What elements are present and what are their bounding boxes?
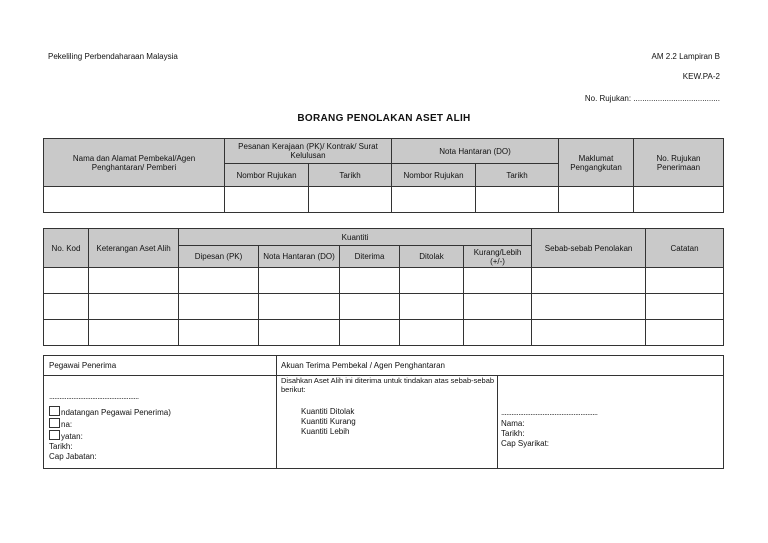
subheader-tarikh: Tarikh (309, 164, 392, 187)
checkbox[interactable] (49, 418, 60, 428)
circular-name: Pekeliling Perbendaharaan Malaysia (48, 52, 178, 61)
form-title: BORANG PENOLAKAN ASET ALIH (297, 113, 471, 124)
divider (276, 356, 277, 468)
supplier-date-field[interactable]: Tarikh: (501, 429, 525, 438)
supplier-ack-label: Akuan Terima Pembekal / Agen Penghantaran (281, 361, 445, 370)
appendix-ref: AM 2.2 Lampiran B (651, 52, 720, 61)
signature-line: .................................................... (49, 392, 139, 401)
company-stamp-field[interactable]: Cap Syarikat: (501, 439, 550, 448)
reason-list (301, 407, 356, 437)
input-cell[interactable] (340, 268, 400, 294)
input-cell[interactable] (259, 294, 340, 320)
input-cell[interactable] (340, 320, 400, 346)
option-ditolak[interactable]: Kuantiti Ditolak (301, 407, 355, 416)
input-cell[interactable] (634, 187, 724, 213)
input-cell[interactable] (476, 187, 559, 213)
input-cell[interactable] (392, 187, 476, 213)
input-cell[interactable] (646, 268, 724, 294)
divider (497, 375, 498, 468)
table-row (44, 294, 724, 320)
input-cell[interactable] (259, 320, 340, 346)
subheader-dipesan: Dipesan (PK) (179, 246, 259, 268)
input-cell[interactable] (400, 268, 464, 294)
header-maklumat: Maklumat Pengangkutan (559, 139, 634, 187)
signature-caption: ndatangan Pegawai Penerima) (61, 408, 171, 417)
date-field[interactable]: Tarikh: (49, 442, 73, 451)
input-cell[interactable] (464, 294, 532, 320)
subheader-nombor-rujukan: Nombor Rujukan (392, 164, 476, 187)
subheader-ditolak: Ditolak (400, 246, 464, 268)
supplier-table (43, 138, 724, 213)
header-kod: No. Kod (44, 229, 89, 268)
input-cell[interactable] (464, 268, 532, 294)
input-cell[interactable] (646, 294, 724, 320)
name-field[interactable]: na: (61, 420, 73, 429)
subheader-diterima: Diterima (340, 246, 400, 268)
input-cell[interactable] (532, 294, 646, 320)
input-cell[interactable] (400, 294, 464, 320)
supplier-name-field[interactable]: Nama: (501, 419, 525, 428)
form-code: KEW.PA-2 (682, 72, 720, 81)
input-cell[interactable] (340, 294, 400, 320)
receiving-officer-label: Pegawai Penerima (49, 361, 117, 370)
input-cell[interactable] (225, 187, 309, 213)
subheader-nombor-rujukan: Nombor Rujukan (225, 164, 309, 187)
header-kuantiti: Kuantiti (179, 229, 532, 246)
header-keterangan: Keterangan Aset Alih (89, 229, 179, 268)
checkbox[interactable] (49, 430, 60, 440)
input-cell[interactable] (400, 320, 464, 346)
input-cell[interactable] (44, 294, 89, 320)
input-cell[interactable] (89, 268, 179, 294)
subheader-kurang-lebih: Kurang/Lebih (+/-) (464, 246, 532, 268)
header-nota-hantaran: Nota Hantaran (DO) (392, 139, 559, 164)
input-cell[interactable] (464, 320, 532, 346)
acknowledgement-statement: Disahkan Aset Alih ini diterima untuk tindakan atas sebab-sebab berikut: (281, 376, 495, 394)
acknowledgement-section (43, 355, 724, 469)
option-lebih[interactable]: Kuantiti Lebih (301, 427, 350, 436)
input-cell[interactable] (532, 320, 646, 346)
input-cell[interactable] (179, 268, 259, 294)
supplier-signature-line: ........................................................ (501, 408, 598, 417)
header-pesanan: Pesanan Kerajaan (PK)/ Kontrak/ Surat Kelulusan (225, 139, 392, 164)
table-row (44, 268, 724, 294)
reference-number: No. Rujukan: ....................................... (584, 94, 720, 103)
input-cell[interactable] (89, 320, 179, 346)
input-cell[interactable] (259, 268, 340, 294)
subheader-nota-hantaran: Nota Hantaran (DO) (259, 246, 340, 268)
header-rujukan-penerimaan: No. Rujukan Penerimaan (634, 139, 724, 187)
input-cell[interactable] (44, 187, 225, 213)
supplier-details (501, 419, 549, 449)
input-cell[interactable] (559, 187, 634, 213)
option-kurang[interactable]: Kuantiti Kurang (301, 417, 356, 426)
input-cell[interactable] (44, 268, 89, 294)
officer-details (49, 406, 171, 462)
header-sebab: Sebab-sebab Penolakan (532, 229, 646, 268)
input-cell[interactable] (309, 187, 392, 213)
input-cell[interactable] (532, 268, 646, 294)
input-cell[interactable] (89, 294, 179, 320)
checkbox[interactable] (49, 406, 60, 416)
input-cell[interactable] (179, 320, 259, 346)
subheader-tarikh: Tarikh (476, 164, 559, 187)
input-cell[interactable] (179, 294, 259, 320)
asset-table (43, 228, 724, 346)
department-stamp-field[interactable]: Cap Jabatan: (49, 452, 97, 461)
header-nama: Nama dan Alamat Pembekal/Agen Penghantaran/ Pemberi (44, 139, 225, 187)
position-field[interactable]: yatan: (61, 432, 83, 441)
header-catatan: Catatan (646, 229, 724, 268)
table-row (44, 320, 724, 346)
input-cell[interactable] (44, 320, 89, 346)
input-cell[interactable] (646, 320, 724, 346)
